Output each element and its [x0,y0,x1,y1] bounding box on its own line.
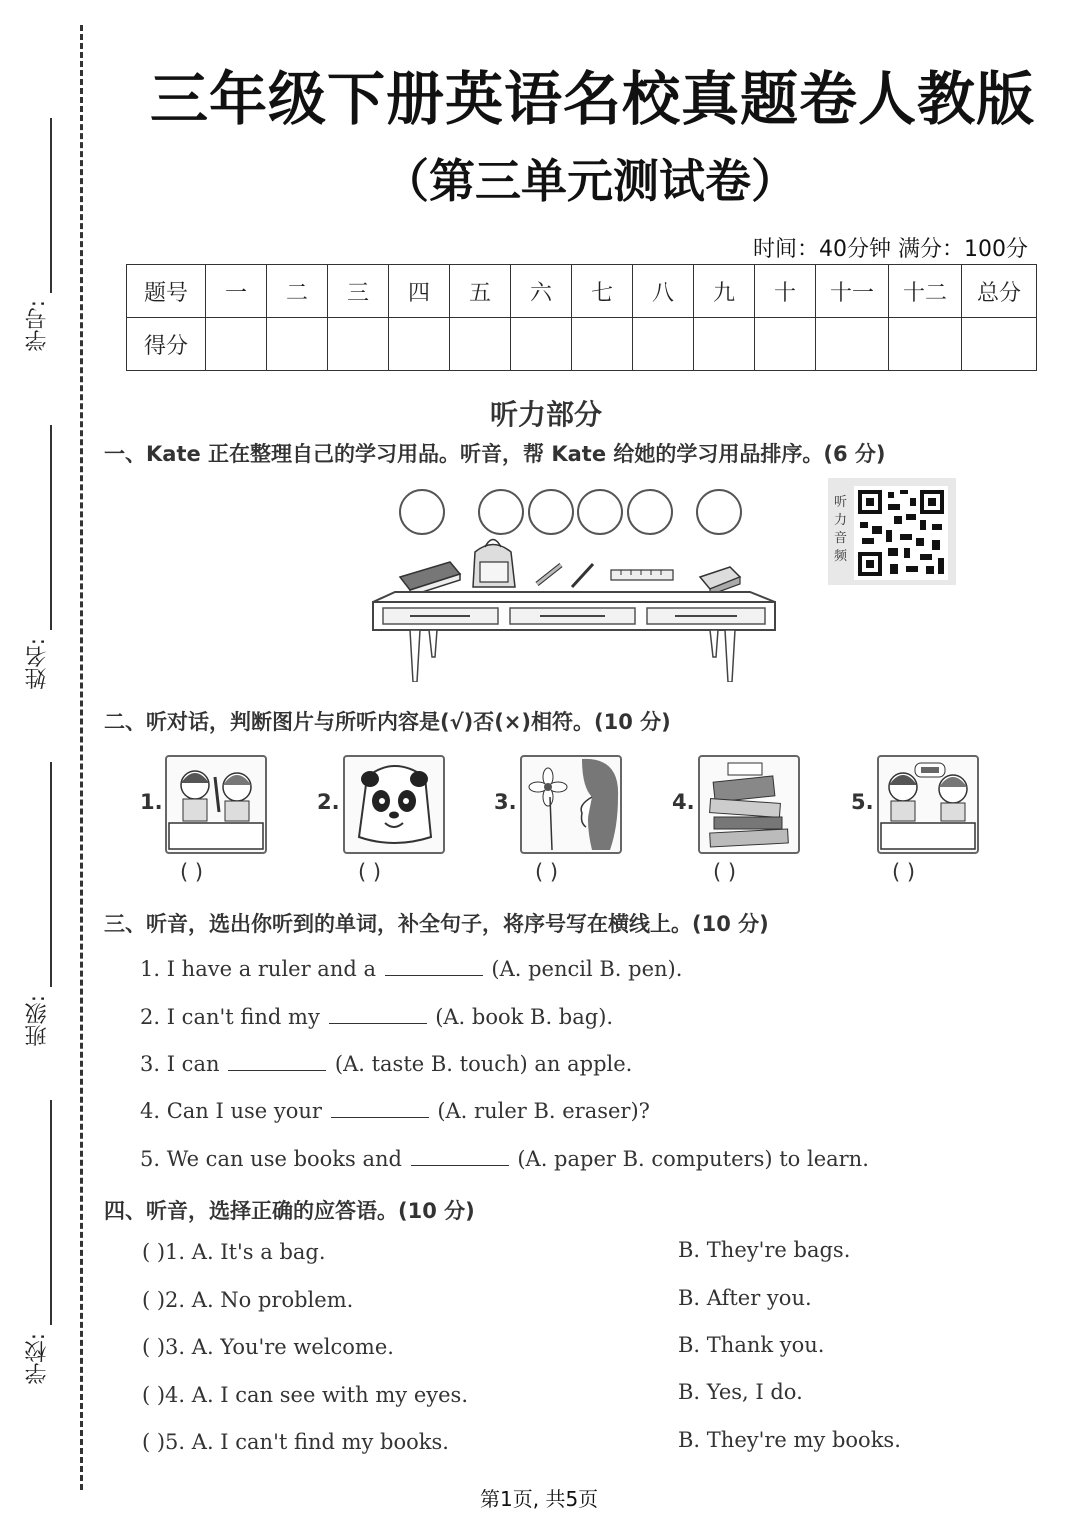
score-header-cell: 七 [572,265,633,318]
q1-heading: 一、Kate 正在整理自己的学习用品。听音，帮 Kate 给她的学习用品排序。(6 分) [104,442,886,466]
children-pencil-icon [879,757,977,852]
q3-item-text: 4. Can I use your [140,1099,322,1123]
q4-heading: 四、听音，选择正确的应答语。(10 分) [104,1199,475,1223]
score-cell[interactable] [962,318,1037,371]
score-table-score-row [127,318,1037,371]
answer-circle[interactable] [577,489,623,535]
q2-item-number: 2. [317,790,340,814]
class-line [50,762,52,987]
q3-item [140,955,682,981]
class-label: 班级: [25,995,50,1047]
name-line [50,425,52,630]
score-cell[interactable] [694,318,755,371]
q4-option-a[interactable]: ( )5. A. I can't find my books. [142,1430,449,1454]
q3-item-options: (A. paper B. computers) to learn. [517,1147,869,1171]
student-no-line [50,118,52,293]
score-cell[interactable] [450,318,511,371]
q2-answer-paren[interactable]: ( ) [358,860,382,884]
q3-item-text: 5. We can use books and [140,1147,402,1171]
answer-blank[interactable] [228,1050,326,1071]
q3-item [140,1003,613,1029]
q2-item-number: 4. [672,790,695,814]
q3-item-text: 2. I can't find my [140,1005,320,1029]
q4-option-a[interactable]: ( )2. A. No problem. [142,1288,354,1312]
pencil-icon [537,565,561,584]
score-header-cell: 九 [694,265,755,318]
answer-circle[interactable] [528,489,574,535]
q2-picture-panda-bag [343,755,445,854]
q2-answer-paren[interactable]: ( ) [892,860,916,884]
score-header-cell: 二 [267,265,328,318]
q3-item [140,1145,869,1171]
score-header-cell: 总分 [962,265,1037,318]
score-header-cell: 十一 [816,265,889,318]
desk-illustration [365,532,780,682]
school-line [50,1100,52,1325]
score-cell[interactable] [633,318,694,371]
q3-item-text: 3. I can [140,1052,220,1076]
score-cell[interactable] [755,318,816,371]
q4-option-a[interactable]: ( )4. A. I can see with my eyes. [142,1383,469,1407]
page-title: 三年级下册英语名校真题卷人教版 [150,65,1036,133]
answer-blank[interactable] [411,1145,509,1166]
q4-option-a[interactable]: ( )3. A. You're welcome. [142,1335,394,1359]
panda-bag-icon [345,757,443,852]
score-row-label: 得分 [127,318,206,371]
ruler-icon [611,570,673,580]
children-talking-icon [167,757,265,852]
q2-item-number: 5. [851,790,874,814]
score-cell[interactable] [267,318,328,371]
score-header-cell: 八 [633,265,694,318]
answer-circle[interactable] [627,489,673,535]
answer-circle[interactable] [696,489,742,535]
book-icon [400,562,460,596]
q4-option-b[interactable]: B. They're bags. [678,1238,851,1262]
q4-option-a[interactable]: ( )1. A. It's a bag. [142,1240,326,1264]
score-header-cell: 十 [755,265,816,318]
q4-option-b[interactable]: B. After you. [678,1286,812,1310]
score-cell[interactable] [889,318,962,371]
score-table [126,264,1037,371]
answer-circle[interactable] [478,489,524,535]
q3-item [140,1050,632,1076]
q2-item-number: 3. [494,790,517,814]
smell-flower-icon [522,757,620,852]
q3-item-text: 1. I have a ruler and a [140,957,376,981]
bag-icon [473,540,515,588]
q3-item-options: (A. pencil B. pen). [491,957,683,981]
q3-item [140,1097,650,1123]
q4-option-b[interactable]: B. Yes, I do. [678,1380,803,1404]
q2-picture-smell-flower [520,755,622,854]
q2-picture-children-pencil [877,755,979,854]
eraser-icon [700,567,740,595]
score-header-cell: 题号 [127,265,206,318]
q2-picture-two-children [165,755,267,854]
score-cell[interactable] [206,318,267,371]
score-table-header-row [127,265,1037,318]
school-label: 学校: [25,1333,50,1385]
page-footer: 第1页, 共5页 [480,1487,599,1511]
qr-code-icon [854,486,948,580]
q2-answer-paren[interactable]: ( ) [535,860,559,884]
binding-dashed-line [80,25,83,1490]
score-cell[interactable] [511,318,572,371]
score-header-cell: 四 [389,265,450,318]
score-cell[interactable] [816,318,889,371]
answer-circle[interactable] [399,489,445,535]
answer-blank[interactable] [331,1097,429,1118]
student-no-label: 学号: [25,300,50,352]
q2-answer-paren[interactable]: ( ) [180,860,204,884]
score-header-cell: 五 [450,265,511,318]
stack-of-books-icon [700,757,798,852]
q3-item-options: (A. book B. bag). [435,1005,614,1029]
q2-heading: 二、听对话，判断图片与所听内容是(√)否(×)相符。(10 分) [104,710,671,734]
q3-item-options: (A. taste B. touch) an apple. [334,1052,633,1076]
listening-section-title: 听力部分 [490,398,603,431]
name-label: 姓名: [25,638,50,690]
score-cell[interactable] [389,318,450,371]
score-header-cell: 六 [511,265,572,318]
answer-blank[interactable] [385,955,483,976]
score-header-cell: 一 [206,265,267,318]
q2-item-number: 1. [140,790,163,814]
q4-option-b[interactable]: B. They're my books. [678,1428,901,1452]
q2-answer-paren[interactable]: ( ) [713,860,737,884]
qr-label: 听力音频 [834,495,848,564]
time-info: 时间：40分钟 满分：100分 [753,237,1028,262]
q3-item-options: (A. ruler B. eraser)? [437,1099,650,1123]
score-header-cell: 三 [328,265,389,318]
answer-blank[interactable] [329,1003,427,1024]
score-header-cell: 十二 [889,265,962,318]
q4-option-b[interactable]: B. Thank you. [678,1333,825,1357]
score-cell[interactable] [572,318,633,371]
pen-icon [572,564,593,587]
score-cell[interactable] [328,318,389,371]
q2-picture-stack-books [698,755,800,854]
page-subtitle: （第三单元测试卷） [383,154,797,208]
q3-heading: 三、听音，选出你听到的单词，补全句子，将序号写在横线上。(10 分) [104,912,769,936]
qr-code-panel[interactable] [828,478,956,585]
